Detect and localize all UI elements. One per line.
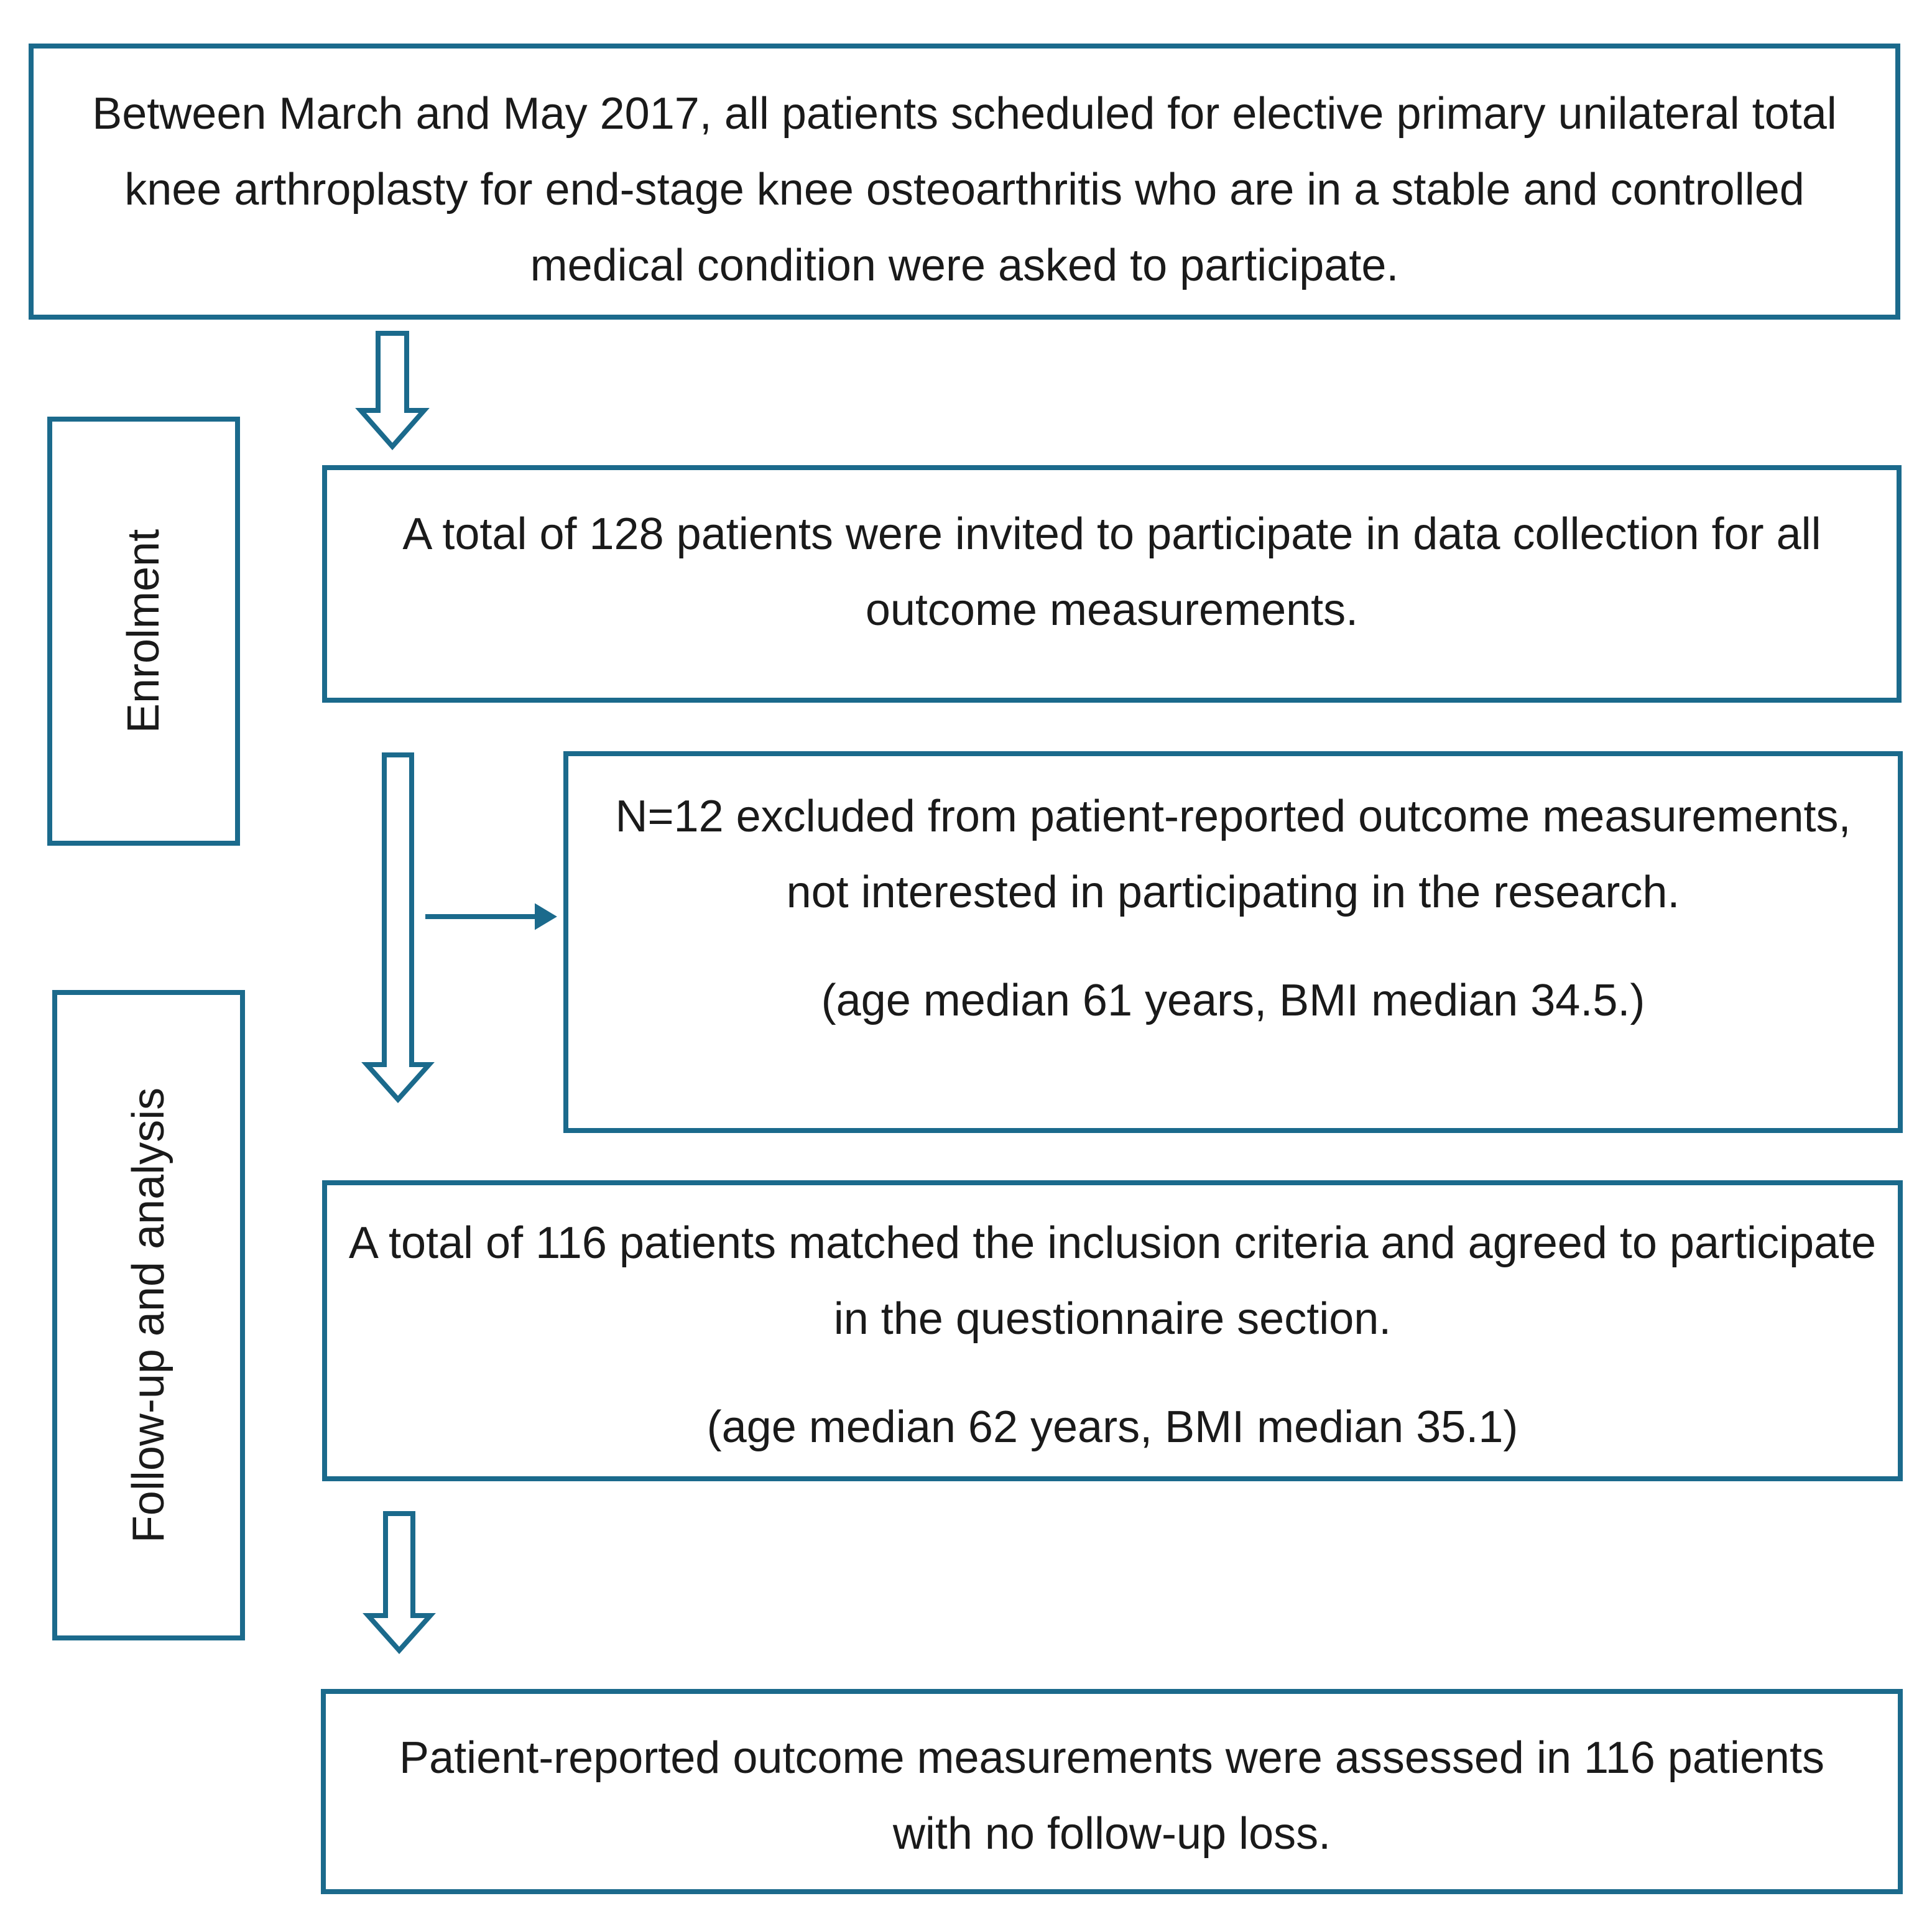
excluded-note: (age median 61 years, BMI median 34.5.) [821,976,1645,1025]
final-text: Patient-reported outcome measurements were assessed in 116 patients with no follow-up loss. [399,1733,1824,1859]
excluded-box [563,751,1903,1133]
enrolment-stage-label-box [47,417,240,846]
final-box [321,1689,1903,1894]
followup-stage-label-box [52,990,245,1640]
invited-box [322,465,1902,703]
followup-stage-label: Follow-up and analysis [124,1087,173,1543]
screening-text: Between March and May 2017, all patients scheduled for elective primary unilateral total knee arthroplasty for end-stage knee osteoarthritis who are in a stable and controlled medical condition were asked to participate. [92,89,1837,290]
included-box [322,1180,1903,1481]
down-arrow-icon [368,1514,430,1650]
enrolment-stage-label: Enrolment [119,529,169,734]
right-arrow-icon [536,905,555,928]
excluded-text: N=12 excluded from patient-reported outcome measurements, not interested in participating in the research. [615,792,1851,917]
down-arrow-icon [367,755,429,1099]
included-note: (age median 62 years, BMI median 35.1) [706,1402,1518,1452]
down-arrow-icon [361,333,424,446]
invited-text: A total of 128 patients were invited to participate in data collection for all outcome measurements. [402,509,1821,635]
screening-box [29,44,1900,320]
included-text: A total of 116 patients matched the inclusion criteria and agreed to participate in the questionnaire section. [348,1218,1877,1344]
